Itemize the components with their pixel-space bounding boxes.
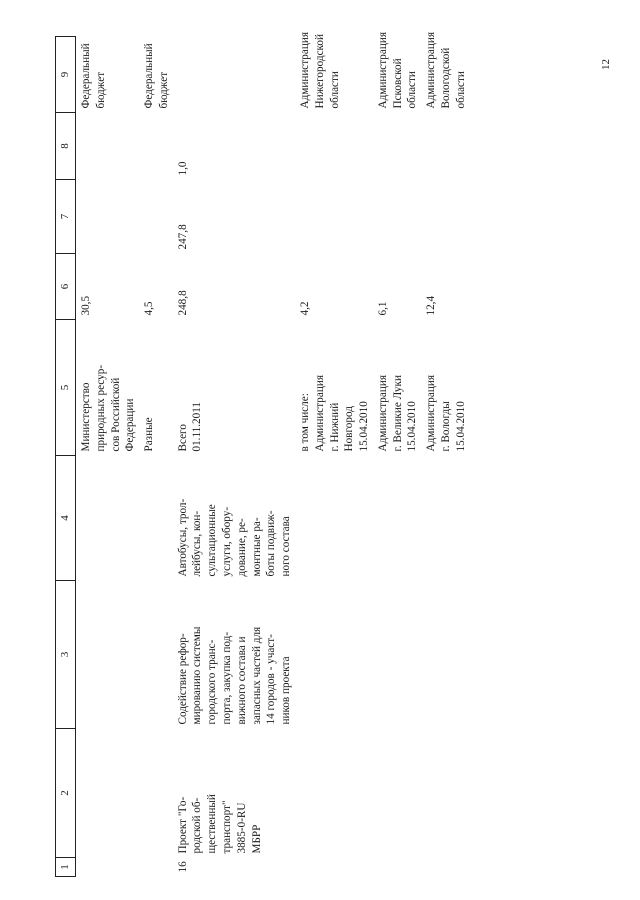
procurement-cell <box>140 456 174 581</box>
procurement-cell: Автобусы, трол- лейбусы, кон- сультационные услуги, обору- дование, ре- монтные ра- боты подвиж- ного состава <box>176 498 293 577</box>
amount-total-cell: 12,4 <box>425 295 438 316</box>
executor-cell: Разные <box>143 417 156 452</box>
executor-cell: Администрация г. Вологды 15.04.2010 <box>425 375 467 452</box>
project-name-cell: Проект "Го- родской об- щественный транспорт" 3885-0-RU МБРР <box>176 794 263 854</box>
table-row <box>296 37 374 877</box>
project-goal-cell <box>374 581 422 729</box>
executor-cell: Администрация г. Великие Луки 15.04.2010 <box>376 375 419 452</box>
procurement-cell <box>422 456 468 581</box>
table-row <box>174 37 296 877</box>
amount-total-cell: 4,5 <box>143 301 156 316</box>
project-name-cell <box>296 729 374 858</box>
amount-col7-cell <box>140 180 174 254</box>
table-row <box>140 37 174 877</box>
table-row <box>422 37 468 877</box>
header-cell: 8 <box>56 113 76 180</box>
project-goal-cell <box>76 581 141 729</box>
table-row <box>76 37 141 877</box>
project-goal-cell <box>422 581 468 729</box>
funding-source-cell: Федеральный бюджет <box>143 43 170 109</box>
procurement-cell <box>374 456 422 581</box>
executor-cell: Всего 01.11.2011 <box>176 401 204 452</box>
amount-col8-cell: 1,0 <box>176 161 189 176</box>
procurement-cell <box>296 456 374 581</box>
header-cell: 7 <box>56 180 76 254</box>
project-name-cell <box>140 729 174 858</box>
amount-col7-cell <box>422 180 468 254</box>
funding-source-cell: Администрация Псковской области <box>376 32 419 109</box>
executor-cell: Министерство природных ресур- сов Российской Федерации <box>80 364 137 452</box>
row-number-cell <box>296 858 374 877</box>
header-row <box>56 37 76 877</box>
amount-col8-cell <box>374 113 422 180</box>
row-number-cell: 16 <box>176 861 189 873</box>
funding-source-cell <box>174 37 296 113</box>
amount-col8-cell <box>422 113 468 180</box>
row-number-cell <box>374 858 422 877</box>
amount-col7-cell <box>374 180 422 254</box>
header-cell: 1 <box>56 858 76 877</box>
header-cell: 3 <box>56 581 76 729</box>
amount-col8-cell <box>76 113 141 180</box>
executor-cell: в том числе: Администрация г. Нижний Новгород 15.04.2010 <box>298 375 371 452</box>
amount-col8-cell <box>296 113 374 180</box>
header-cell: 6 <box>56 254 76 320</box>
project-goal-cell <box>140 581 174 729</box>
project-name-cell <box>76 729 141 858</box>
amount-total-cell: 6,1 <box>376 301 389 316</box>
project-goal-cell: Содействие рефор- мированию системы городского транс- порта, закупка под- вижного состава и запасных частей для 14 городов - участ- ников проекта <box>176 626 293 725</box>
data-table <box>55 32 469 877</box>
header-cell: 4 <box>56 456 76 581</box>
amount-col7-cell <box>76 180 141 254</box>
amount-total-cell: 248,8 <box>176 290 189 316</box>
funding-source-cell: Федеральный бюджет <box>80 43 107 109</box>
procurement-cell <box>76 456 141 581</box>
row-number-cell <box>422 858 468 877</box>
project-goal-cell <box>296 581 374 729</box>
project-name-cell <box>374 729 422 858</box>
amount-col8-cell <box>140 113 174 180</box>
amount-col7-cell: 247,8 <box>176 224 189 250</box>
header-cell: 2 <box>56 729 76 858</box>
rotated-page-content <box>55 32 525 877</box>
page-number: 12 <box>600 59 612 70</box>
table-row <box>374 37 422 877</box>
funding-source-cell: Администрация Нижегородской области <box>298 32 341 109</box>
row-number-cell <box>76 858 141 877</box>
funding-source-cell: Администрация Вологодской области <box>425 32 467 109</box>
amount-col7-cell <box>296 180 374 254</box>
row-number-cell <box>140 858 174 877</box>
header-cell: 5 <box>56 320 76 456</box>
amount-total-cell: 4,2 <box>298 301 311 316</box>
header-cell: 9 <box>56 37 76 113</box>
project-name-cell <box>422 729 468 858</box>
amount-total-cell: 30,5 <box>80 295 92 316</box>
